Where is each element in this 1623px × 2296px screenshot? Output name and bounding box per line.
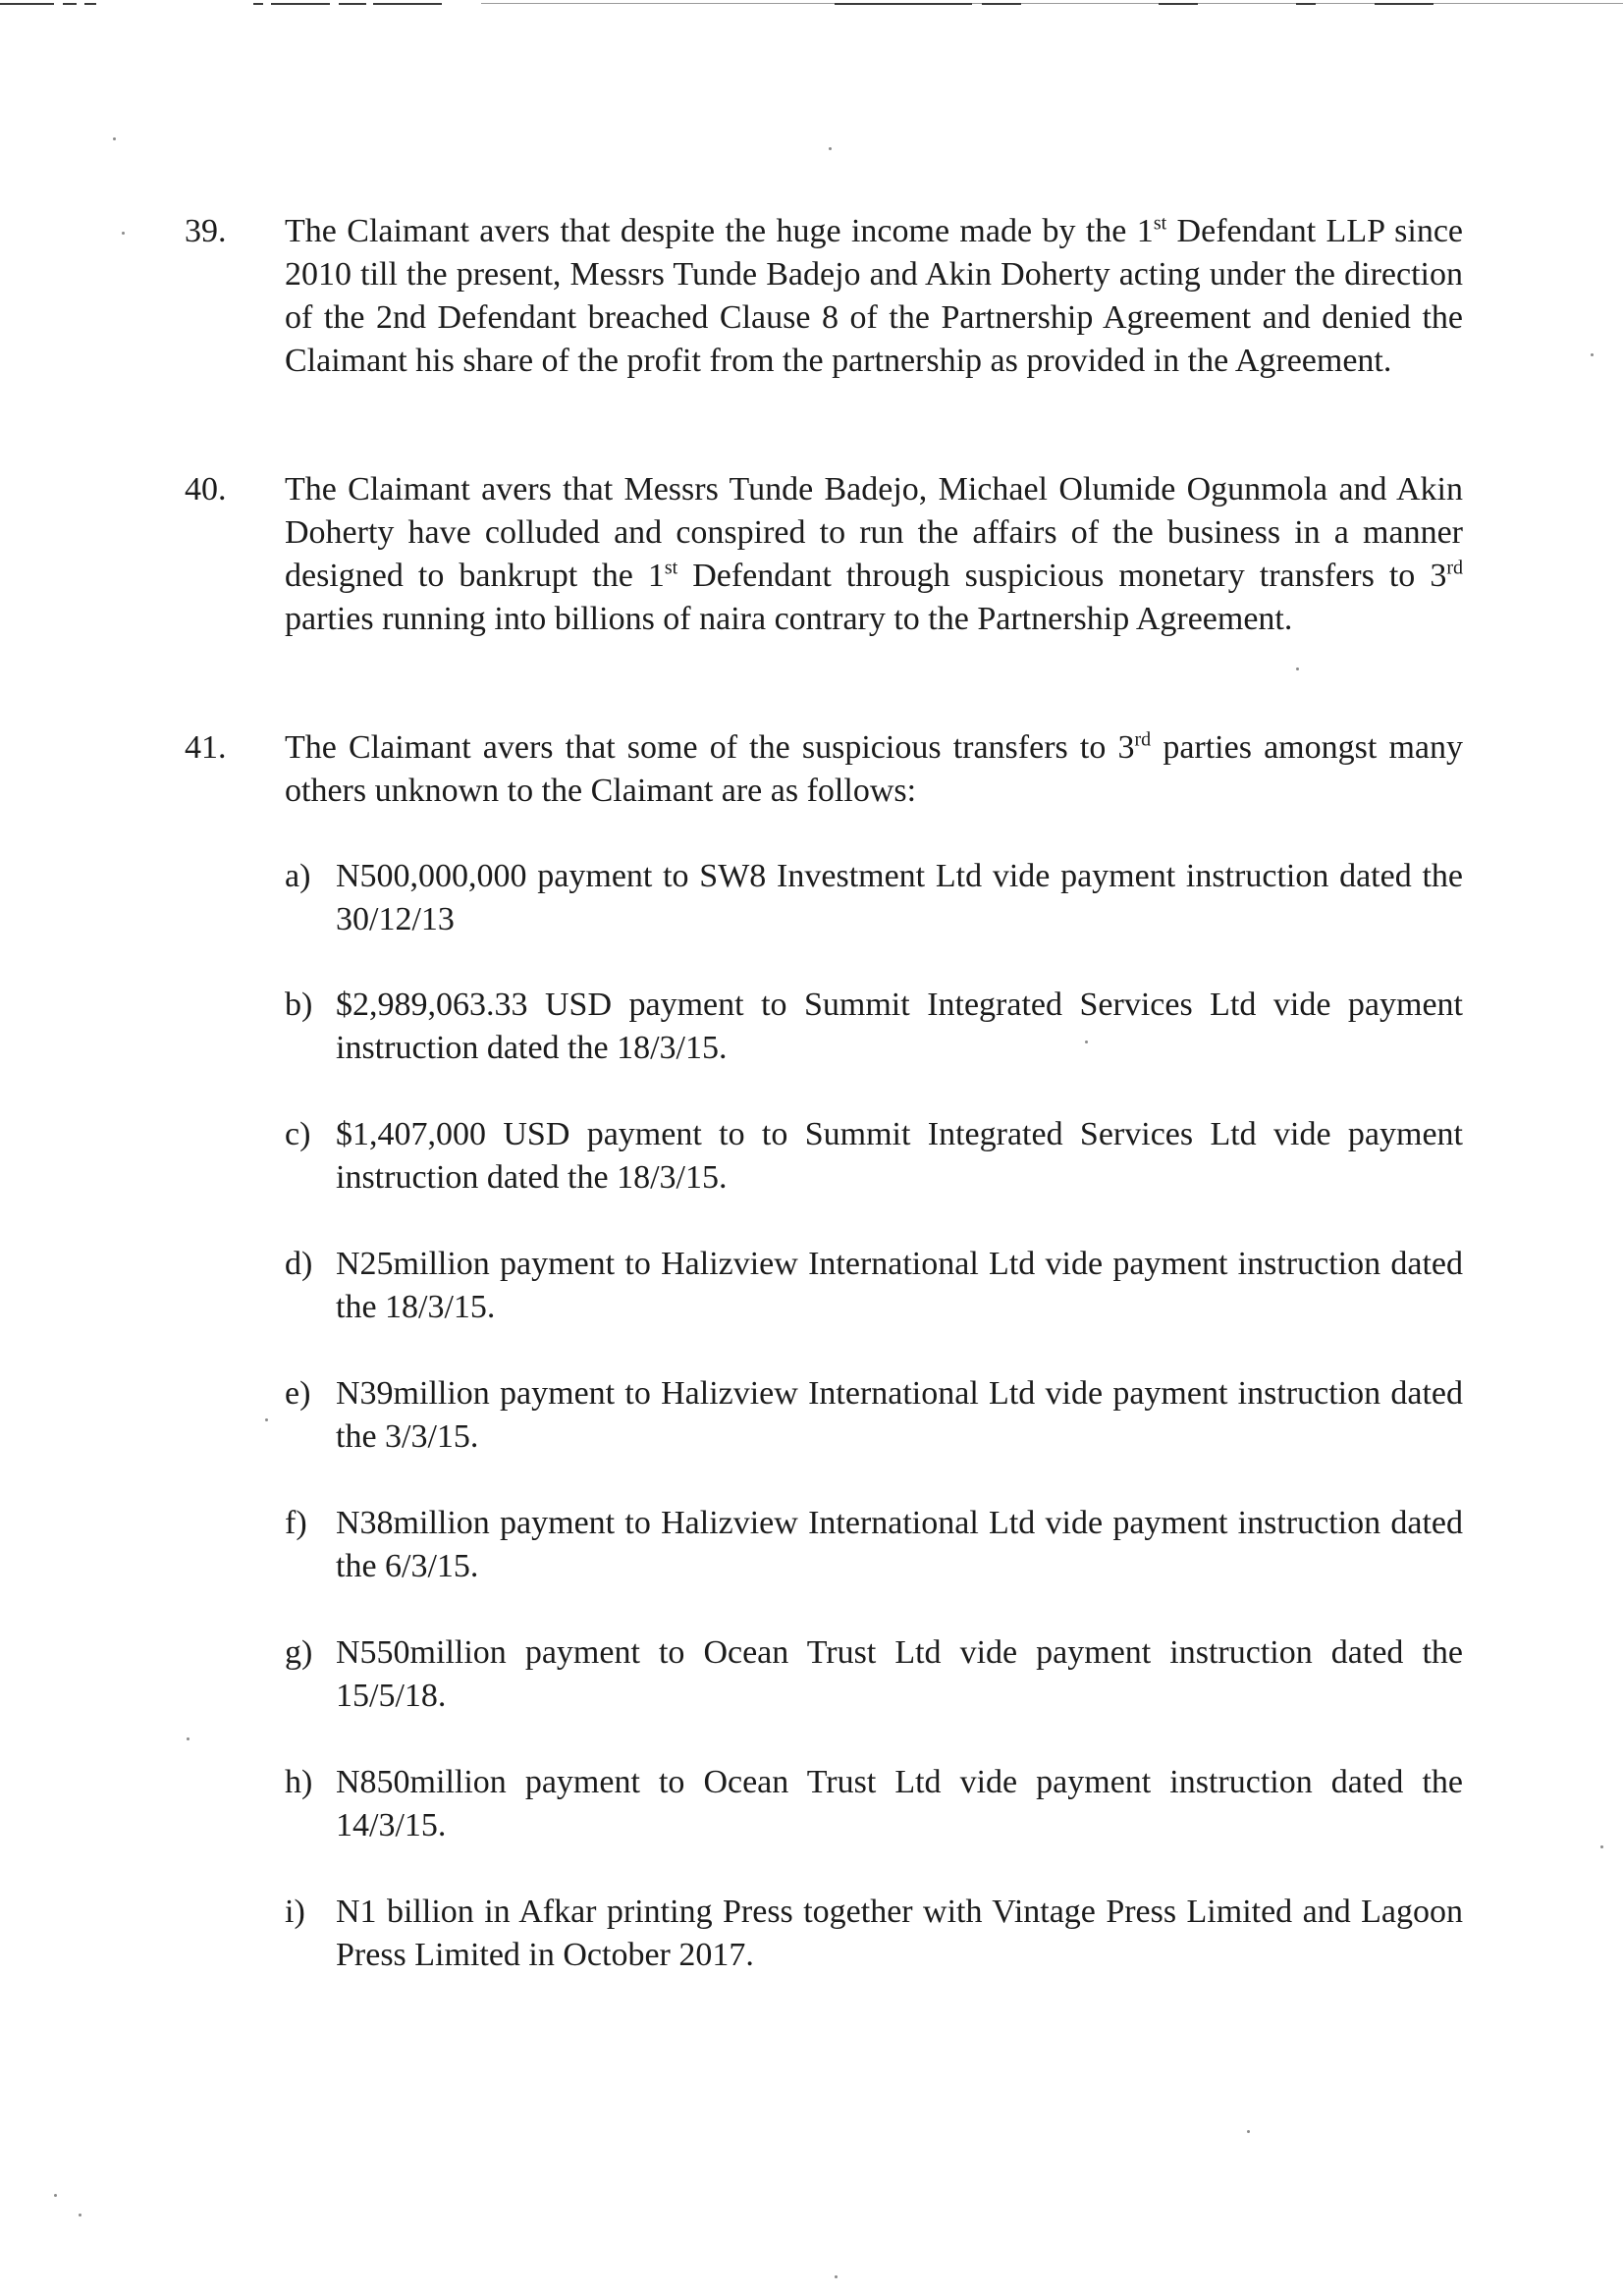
scan-speck: [1591, 353, 1594, 356]
scan-rule: [84, 3, 96, 5]
scan-rule: [271, 3, 330, 5]
scan-speck: [187, 1737, 189, 1740]
list-item-text: N38million payment to Halizview International Ltd vide payment instruction dated the 6/3/15.: [336, 1505, 1463, 1584]
scan-rule: [1375, 3, 1434, 5]
scan-rule: [835, 3, 972, 5]
list-item-label: a): [285, 858, 311, 894]
list-item-label: i): [285, 1894, 305, 1930]
scan-speck: [265, 1418, 268, 1421]
scan-speck: [1600, 1845, 1603, 1848]
paragraph-text: The Claimant avers that Messrs Tunde Badejo, Michael Olumide Ogunmola and Akin Doherty have colluded and conspired to run the affairs of the business in a manner designed to bankrupt the 1st Defendant through suspicious monetary transfers to 3rd parties running into billions of naira contrary to the Partnership Agreement.: [285, 471, 1463, 637]
list-item-text: N850million payment to Ocean Trust Ltd vide payment instruction dated the 14/3/15.: [336, 1764, 1463, 1843]
scan-rule: [339, 3, 366, 5]
scan-rule: [253, 3, 263, 5]
scan-speck: [835, 2275, 838, 2278]
paragraph-text: The Claimant avers that despite the huge income made by the 1st Defendant LLP since 2010 till the present, Messrs Tunde Badejo and Akin Doherty acting under the direction of the 2nd Defendant breached Clause 8 of the Partnership Agreement and denied the Claimant his share of the profit from the partnership as provided in the Agreement.: [285, 212, 1463, 379]
scan-speck: [1296, 667, 1299, 670]
list-item-text: N39million payment to Halizview International Ltd vide payment instruction dated the 3/3/15.: [336, 1375, 1463, 1455]
scan-speck: [1247, 2130, 1250, 2133]
scan-rule: [481, 3, 1623, 4]
list-item-text: N500,000,000 payment to SW8 Investment Ltd vide payment instruction dated the 30/12/13: [336, 858, 1463, 937]
paragraph-number: 39.: [185, 213, 227, 249]
scan-rule: [1296, 3, 1316, 5]
list-item-label: d): [285, 1246, 313, 1282]
scan-rule: [373, 3, 442, 5]
scan-rule: [0, 3, 54, 5]
scan-rule: [982, 3, 1021, 5]
scan-speck: [54, 2194, 57, 2197]
list-item-text: N550million payment to Ocean Trust Ltd vide payment instruction dated the 15/5/18.: [336, 1634, 1463, 1714]
list-item-label: e): [285, 1375, 311, 1412]
scan-speck: [113, 137, 116, 140]
paragraph-number: 40.: [185, 471, 227, 507]
list-item-label: c): [285, 1116, 311, 1152]
scan-rule: [63, 3, 77, 5]
list-item-label: b): [285, 987, 313, 1023]
scan-rule: [1159, 3, 1198, 5]
list-item-text: $1,407,000 USD payment to to Summit Integrated Services Ltd vide payment instruction dated the 18/3/15.: [336, 1116, 1463, 1196]
list-item-label: f): [285, 1505, 307, 1541]
scan-speck: [79, 2214, 81, 2216]
list-item-text: N1 billion in Afkar printing Press together with Vintage Press Limited and Lagoon Press Limited in October 2017.: [336, 1894, 1463, 1973]
list-item-label: h): [285, 1764, 313, 1800]
list-item-text: $2,989,063.33 USD payment to Summit Integrated Services Ltd vide payment instruction dated the 18/3/15.: [336, 987, 1463, 1066]
paragraph-text: The Claimant avers that some of the suspicious transfers to 3rd parties amongst many others unknown to the Claimant are as follows:: [285, 728, 1463, 809]
list-item-label: g): [285, 1634, 313, 1671]
scan-speck: [829, 147, 832, 150]
scan-speck: [122, 232, 125, 235]
list-item-text: N25million payment to Halizview International Ltd vide payment instruction dated the 18/3/15.: [336, 1246, 1463, 1325]
paragraph-number: 41.: [185, 729, 227, 766]
